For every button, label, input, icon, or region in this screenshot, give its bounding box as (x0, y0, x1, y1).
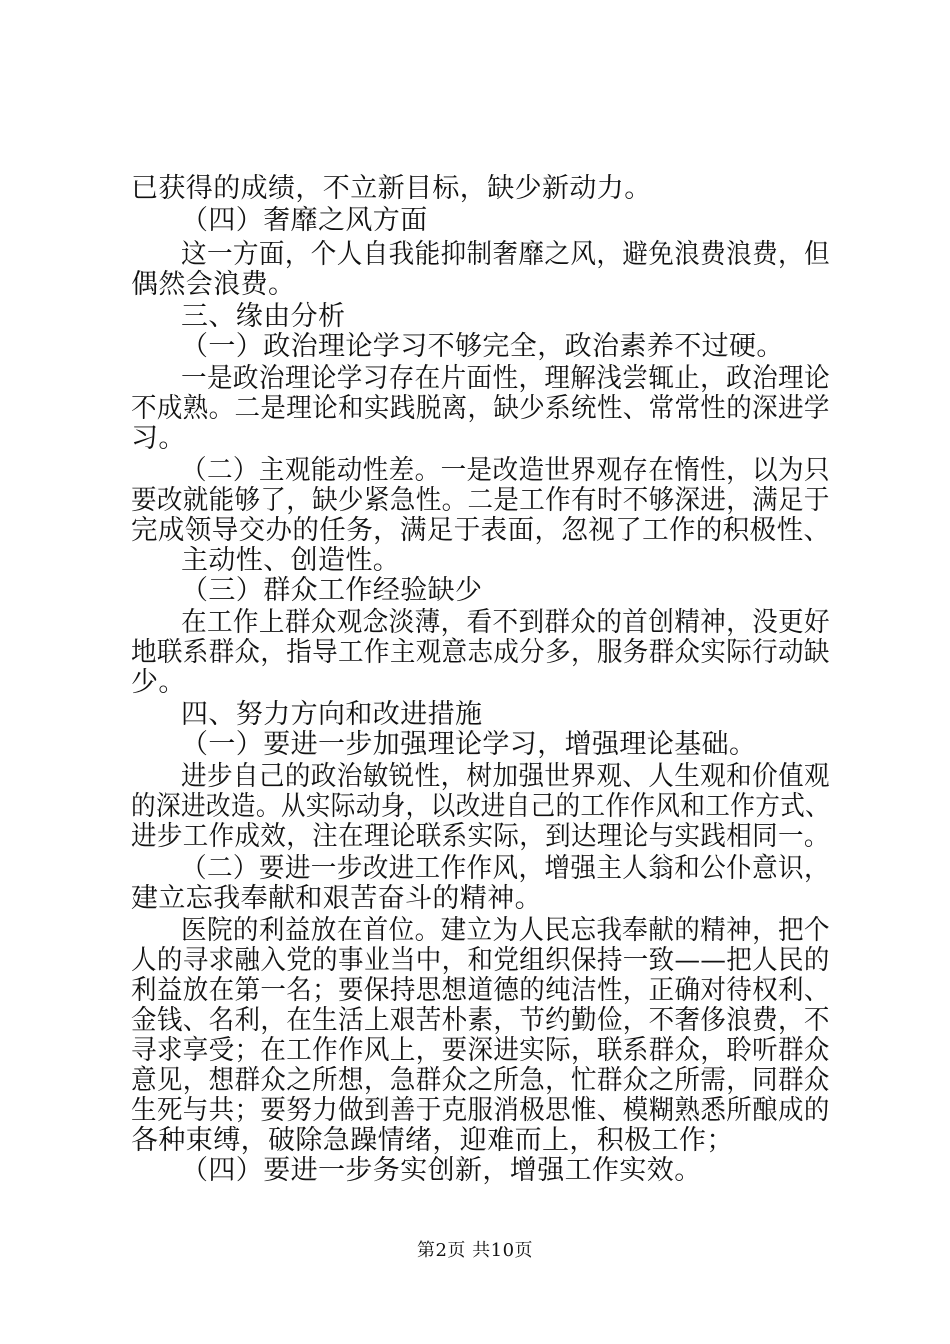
text-line: 人的寻求融入党的事业当中，和党组织保持一致——把人民的 (131, 945, 830, 976)
text-line: （一）政治理论学习不够完全，政治素养不过硬。 (181, 331, 784, 362)
text-line: （三）群众工作经验缺少 (181, 575, 483, 606)
text-line: （四）要进一步务实创新，增强工作实效。 (181, 1155, 702, 1186)
text-line: 建立忘我奉献和艰苦奋斗的精神。 (131, 883, 542, 914)
text-line: （二）主观能动性差。一是改造世界观存在惰性，以为只 (181, 455, 830, 486)
text-line: 进步工作成效，注在理论联系实际，到达理论与实践相同一。 (131, 821, 830, 852)
text-line: 偶然会浪费。 (131, 269, 296, 300)
text-line: 三、缘由分析 (181, 301, 346, 332)
text-line: 已获得的成绩，不立新目标，缺少新动力。 (131, 173, 652, 204)
page-footer: 第2页 共10页 (416, 1240, 534, 1261)
text-line: 寻求享受；在工作作风上，要深进实际，联系群众，聆听群众 (131, 1035, 830, 1066)
text-line: 这一方面，个人自我能抑制奢靡之风，避免浪费浪费，但 (181, 239, 830, 270)
text-line: （二）要进一步改进工作作风，增强主人翁和公仆意识， (181, 853, 830, 884)
text-line: 完成领导交办的任务，满足于表面，忽视了工作的积极性、 (131, 515, 831, 546)
text-line: 进步自己的政治敏锐性，树加强世界观、人生观和价值观 (181, 761, 830, 792)
text-line: 要改就能够了，缺少紧急性。二是工作有时不够深进，满足于 (131, 485, 830, 516)
text-line: 少。 (131, 667, 186, 698)
text-line: 习。 (131, 423, 186, 454)
text-line: 一是政治理论学习存在片面性，理解浅尝辄止，政治理论 (181, 363, 830, 394)
text-line: 四、努力方向和改进措施 (181, 699, 483, 730)
text-line: 不成熟。二是理论和实践脱离，缺少系统性、常常性的深进学 (131, 393, 830, 424)
text-line: （四）奢靡之风方面 (181, 205, 428, 236)
text-line: 主动性、创造性。 (181, 545, 401, 576)
text-line: 金钱、名利，在生活上艰苦朴素，节约勤俭，不奢侈浪费，不 (131, 1005, 830, 1036)
text-line: 地联系群众，指导工作主观意志成分多，服务群众实际行动缺 (131, 637, 830, 668)
text-line: 意见，想群众之所想，急群众之所急，忙群众之所需，同群众 (131, 1065, 830, 1096)
text-line: 的深进改造。从实际动身，以改进自己的工作作风和工作方式、 (131, 791, 831, 822)
text-line: 各种束缚，破除急躁情绪，迎难而上，积极工作； (131, 1125, 734, 1156)
text-line: 利益放在第一名；要保持思想道德的纯洁性，正确对待权利、 (131, 975, 830, 1006)
text-line: 生死与共；要努力做到善于克服消极思惟、模糊熟悉所酿成的 (131, 1095, 830, 1126)
text-line: 在工作上群众观念淡薄，看不到群众的首创精神，没更好 (181, 607, 830, 638)
text-line: （一）要进一步加强理论学习，增强理论基础。 (181, 729, 757, 760)
text-line: 医院的利益放在首位。建立为人民忘我奉献的精神，把个 (181, 915, 830, 946)
